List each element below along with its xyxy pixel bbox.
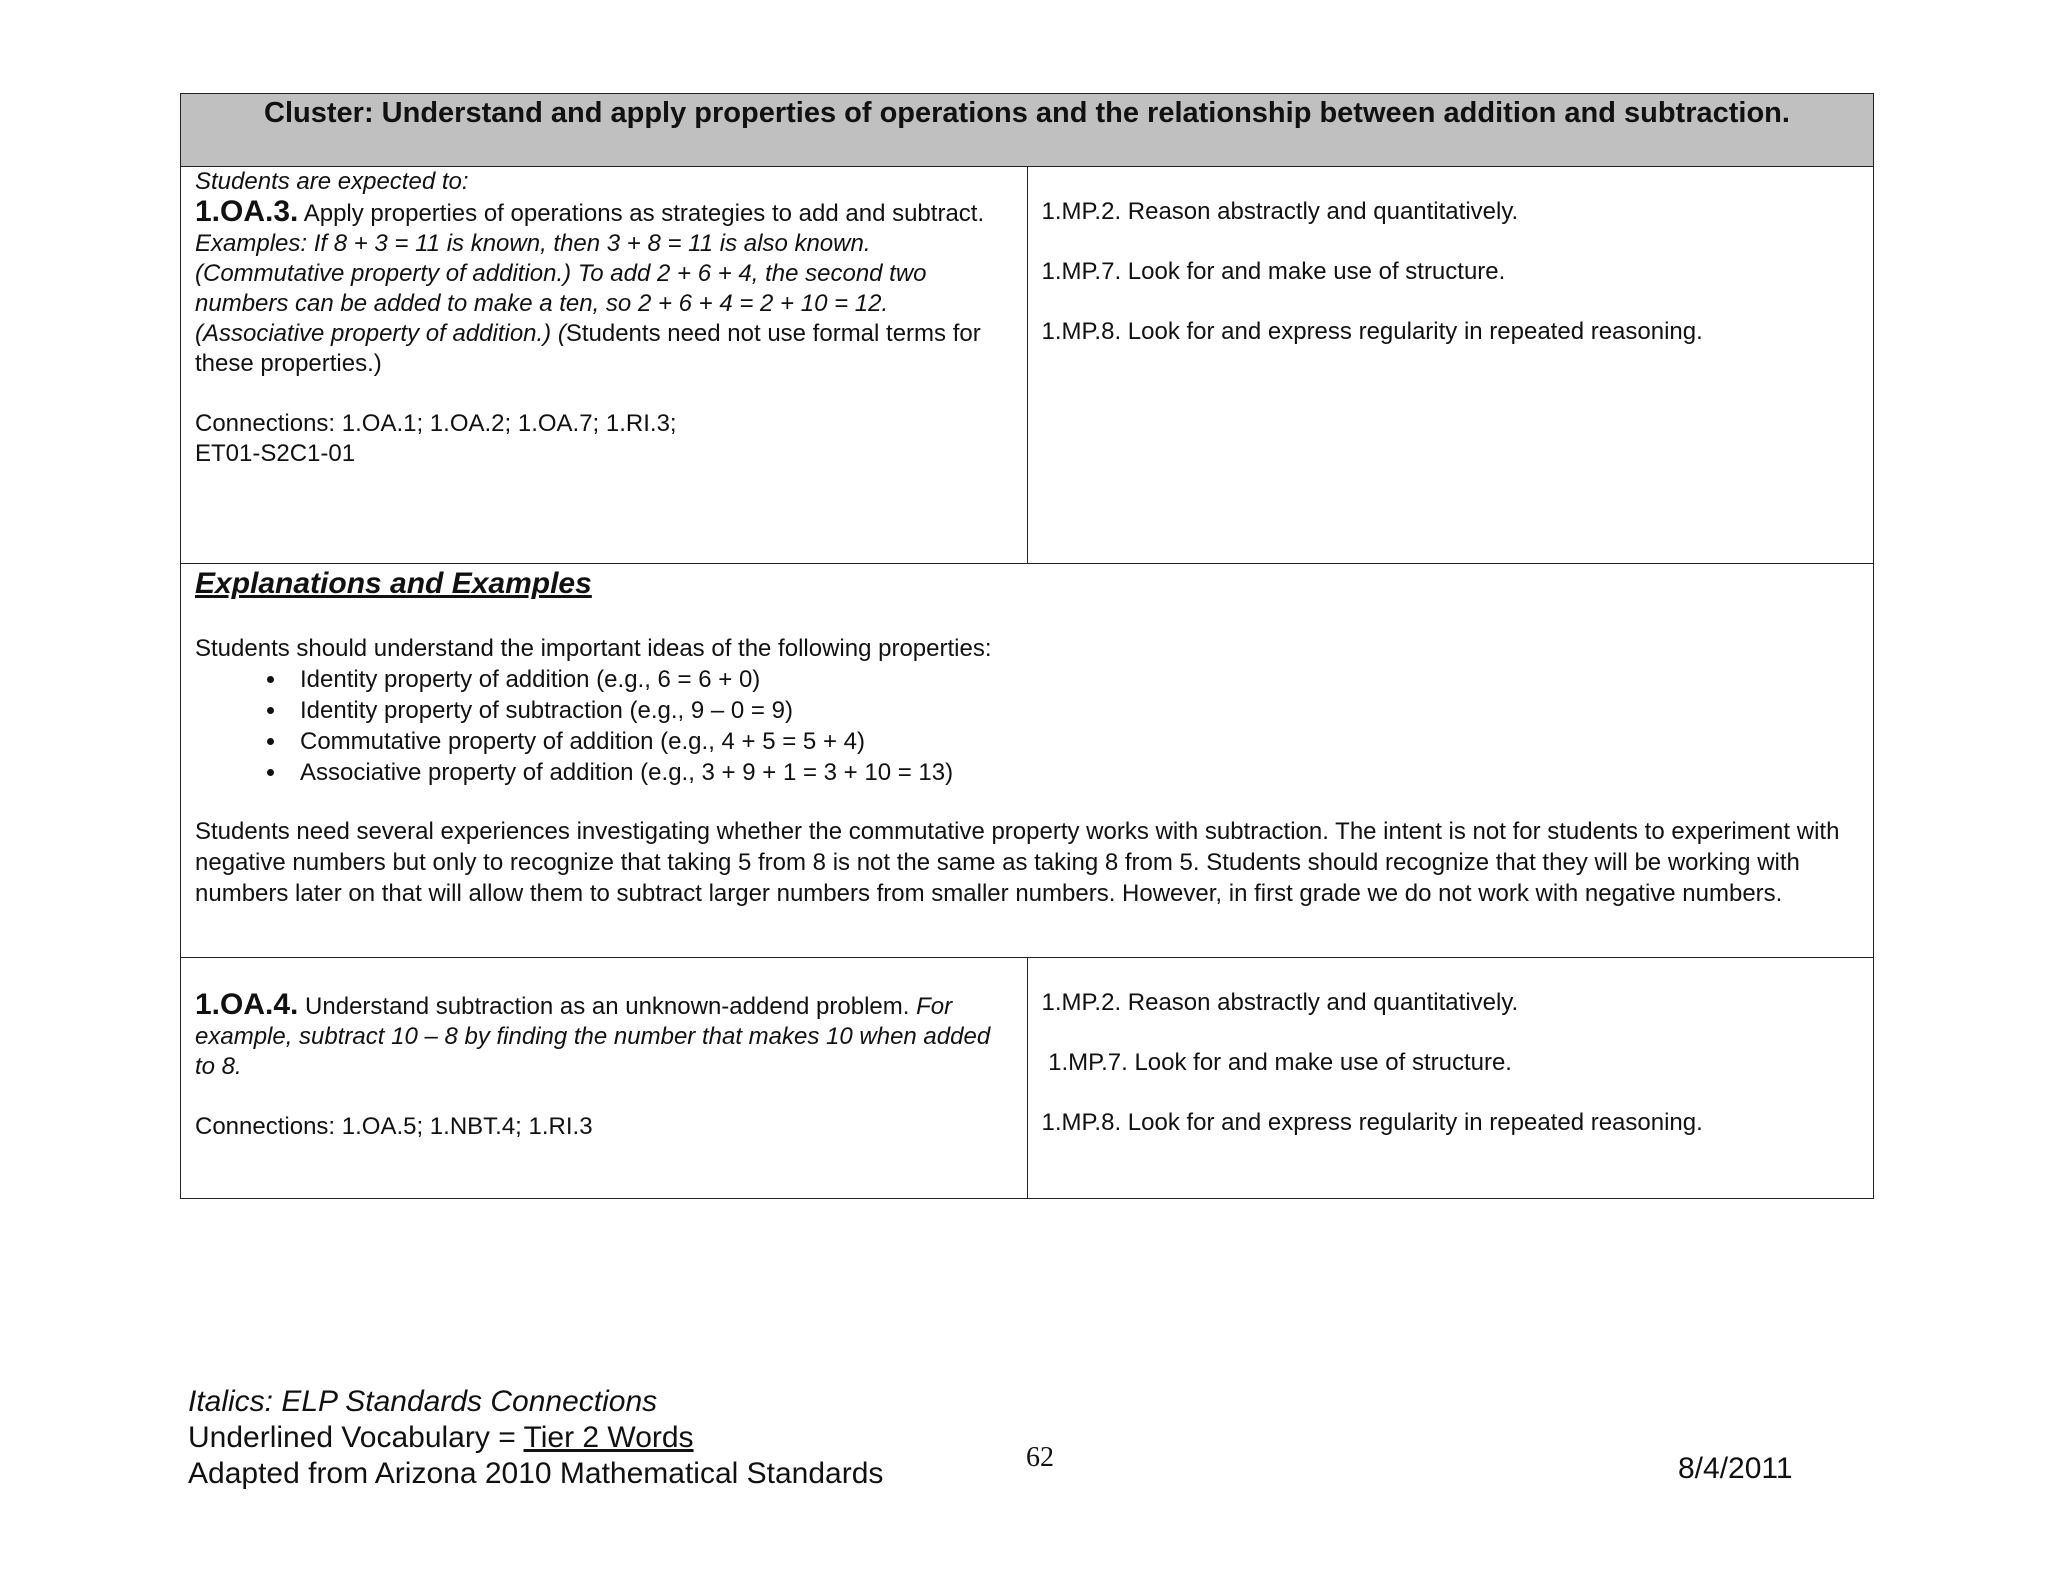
practice-mp2: 1.MP.2. Reason abstractly and quantitatively. <box>1041 198 1519 225</box>
standard-3-note: Students need not use formal terms for these properties.) <box>195 320 981 377</box>
cluster-header: Cluster: Understand and apply properties of operations and the relationship between addition and subtraction. <box>181 94 1874 167</box>
properties-list <box>195 664 1859 788</box>
practice-mp8: 1.MP.8. Look for and express regularity in repeated reasoning. <box>1041 1109 1703 1136</box>
standard-3-et-code: ET01-S2C1-01 <box>195 440 356 467</box>
standards-table <box>180 93 1874 1199</box>
standard-4-connections: Connections: 1.OA.5; 1.NBT.4; 1.RI.3 <box>195 1113 593 1140</box>
standard-4-example: For example, subtract 10 – 8 by finding the number that makes 10 when added to 8. <box>195 993 991 1080</box>
property-item: • Identity property of addition (e.g., 6 = 6 + 0) <box>288 664 1859 695</box>
page-number: 62 <box>1026 1442 1054 1473</box>
footer-italics-legend: Italics: ELP Standards Connections <box>188 1385 658 1418</box>
explanations-intro: Students should understand the important ideas of the following properties: <box>195 635 992 662</box>
property-item: • Associative property of addition (e.g., 3 + 9 + 1 = 3 + 10 = 13) <box>288 757 1859 788</box>
standard-4-cell <box>181 958 1028 1199</box>
standard-4-code: 1.OA.4. <box>195 988 299 1021</box>
students-expected-intro: Students are expected to: <box>195 168 469 195</box>
practice-mp2: 1.MP.2. Reason abstractly and quantitatively. <box>1041 989 1519 1016</box>
property-item: • Identity property of subtraction (e.g., 9 – 0 = 9) <box>288 695 1859 726</box>
explanations-paragraph: Students need several experiences investigating whether the commutative property works with subtraction. The intent is not for students to experiment with negative numbers but only to recognize that taking 5 from 8 is not the same as taking 8 from 5. Students should recognize that they will be working with numbers later on that will allow them to subtract larger numbers from smaller numbers. However, in first grade we do not work with negative numbers. <box>195 818 1840 907</box>
practice-mp7: 1.MP.7. Look for and make use of structure. <box>1041 258 1506 285</box>
explanations-cell <box>181 564 1874 958</box>
practice-mp7: 1.MP.7. Look for and make use of structure. <box>1041 1049 1512 1076</box>
footer-adapted-source: Adapted from Arizona 2010 Mathematical Standards <box>188 1457 884 1490</box>
standard-4-practices <box>1027 958 1874 1199</box>
standard-4-text <box>195 990 1013 1082</box>
standard-3-practices <box>1027 167 1874 564</box>
standard-3-connections: Connections: 1.OA.1; 1.OA.2; 1.OA.7; 1.RI.3; <box>195 410 677 437</box>
standard-3-text <box>195 197 1013 379</box>
standard-3-code: 1.OA.3. <box>195 195 299 228</box>
practice-mp8: 1.MP.8. Look for and express regularity in repeated reasoning. <box>1041 318 1703 345</box>
footer-vocab-legend <box>188 1420 883 1456</box>
standard-4-body: Understand subtraction as an unknown-addend problem. <box>298 993 917 1020</box>
standard-3-body: Apply properties of operations as strategies to add and subtract. <box>298 200 985 227</box>
explanations-title: Explanations and Examples <box>195 567 592 600</box>
footer-vocab-prefix: Underlined Vocabulary = <box>188 1421 524 1454</box>
footer-notes <box>188 1384 883 1492</box>
standard-3-cell <box>181 167 1028 564</box>
footer-date: 8/4/2011 <box>1678 1452 1793 1485</box>
standard-3-examples: Examples: If 8 + 3 = 11 is known, then 3 + 8 = 11 is also known. (Commutative property of addition.) To add 2 + 6 + 4, the second two numbers can be added to make a ten, so 2 + 6 + 4 = 2 + 10 = 12. (Associative property of addition.) ( <box>195 230 927 347</box>
property-item: • Commutative property of addition (e.g., 4 + 5 = 5 + 4) <box>288 726 1859 757</box>
footer-vocab-underlined: Tier 2 Words <box>523 1421 694 1454</box>
